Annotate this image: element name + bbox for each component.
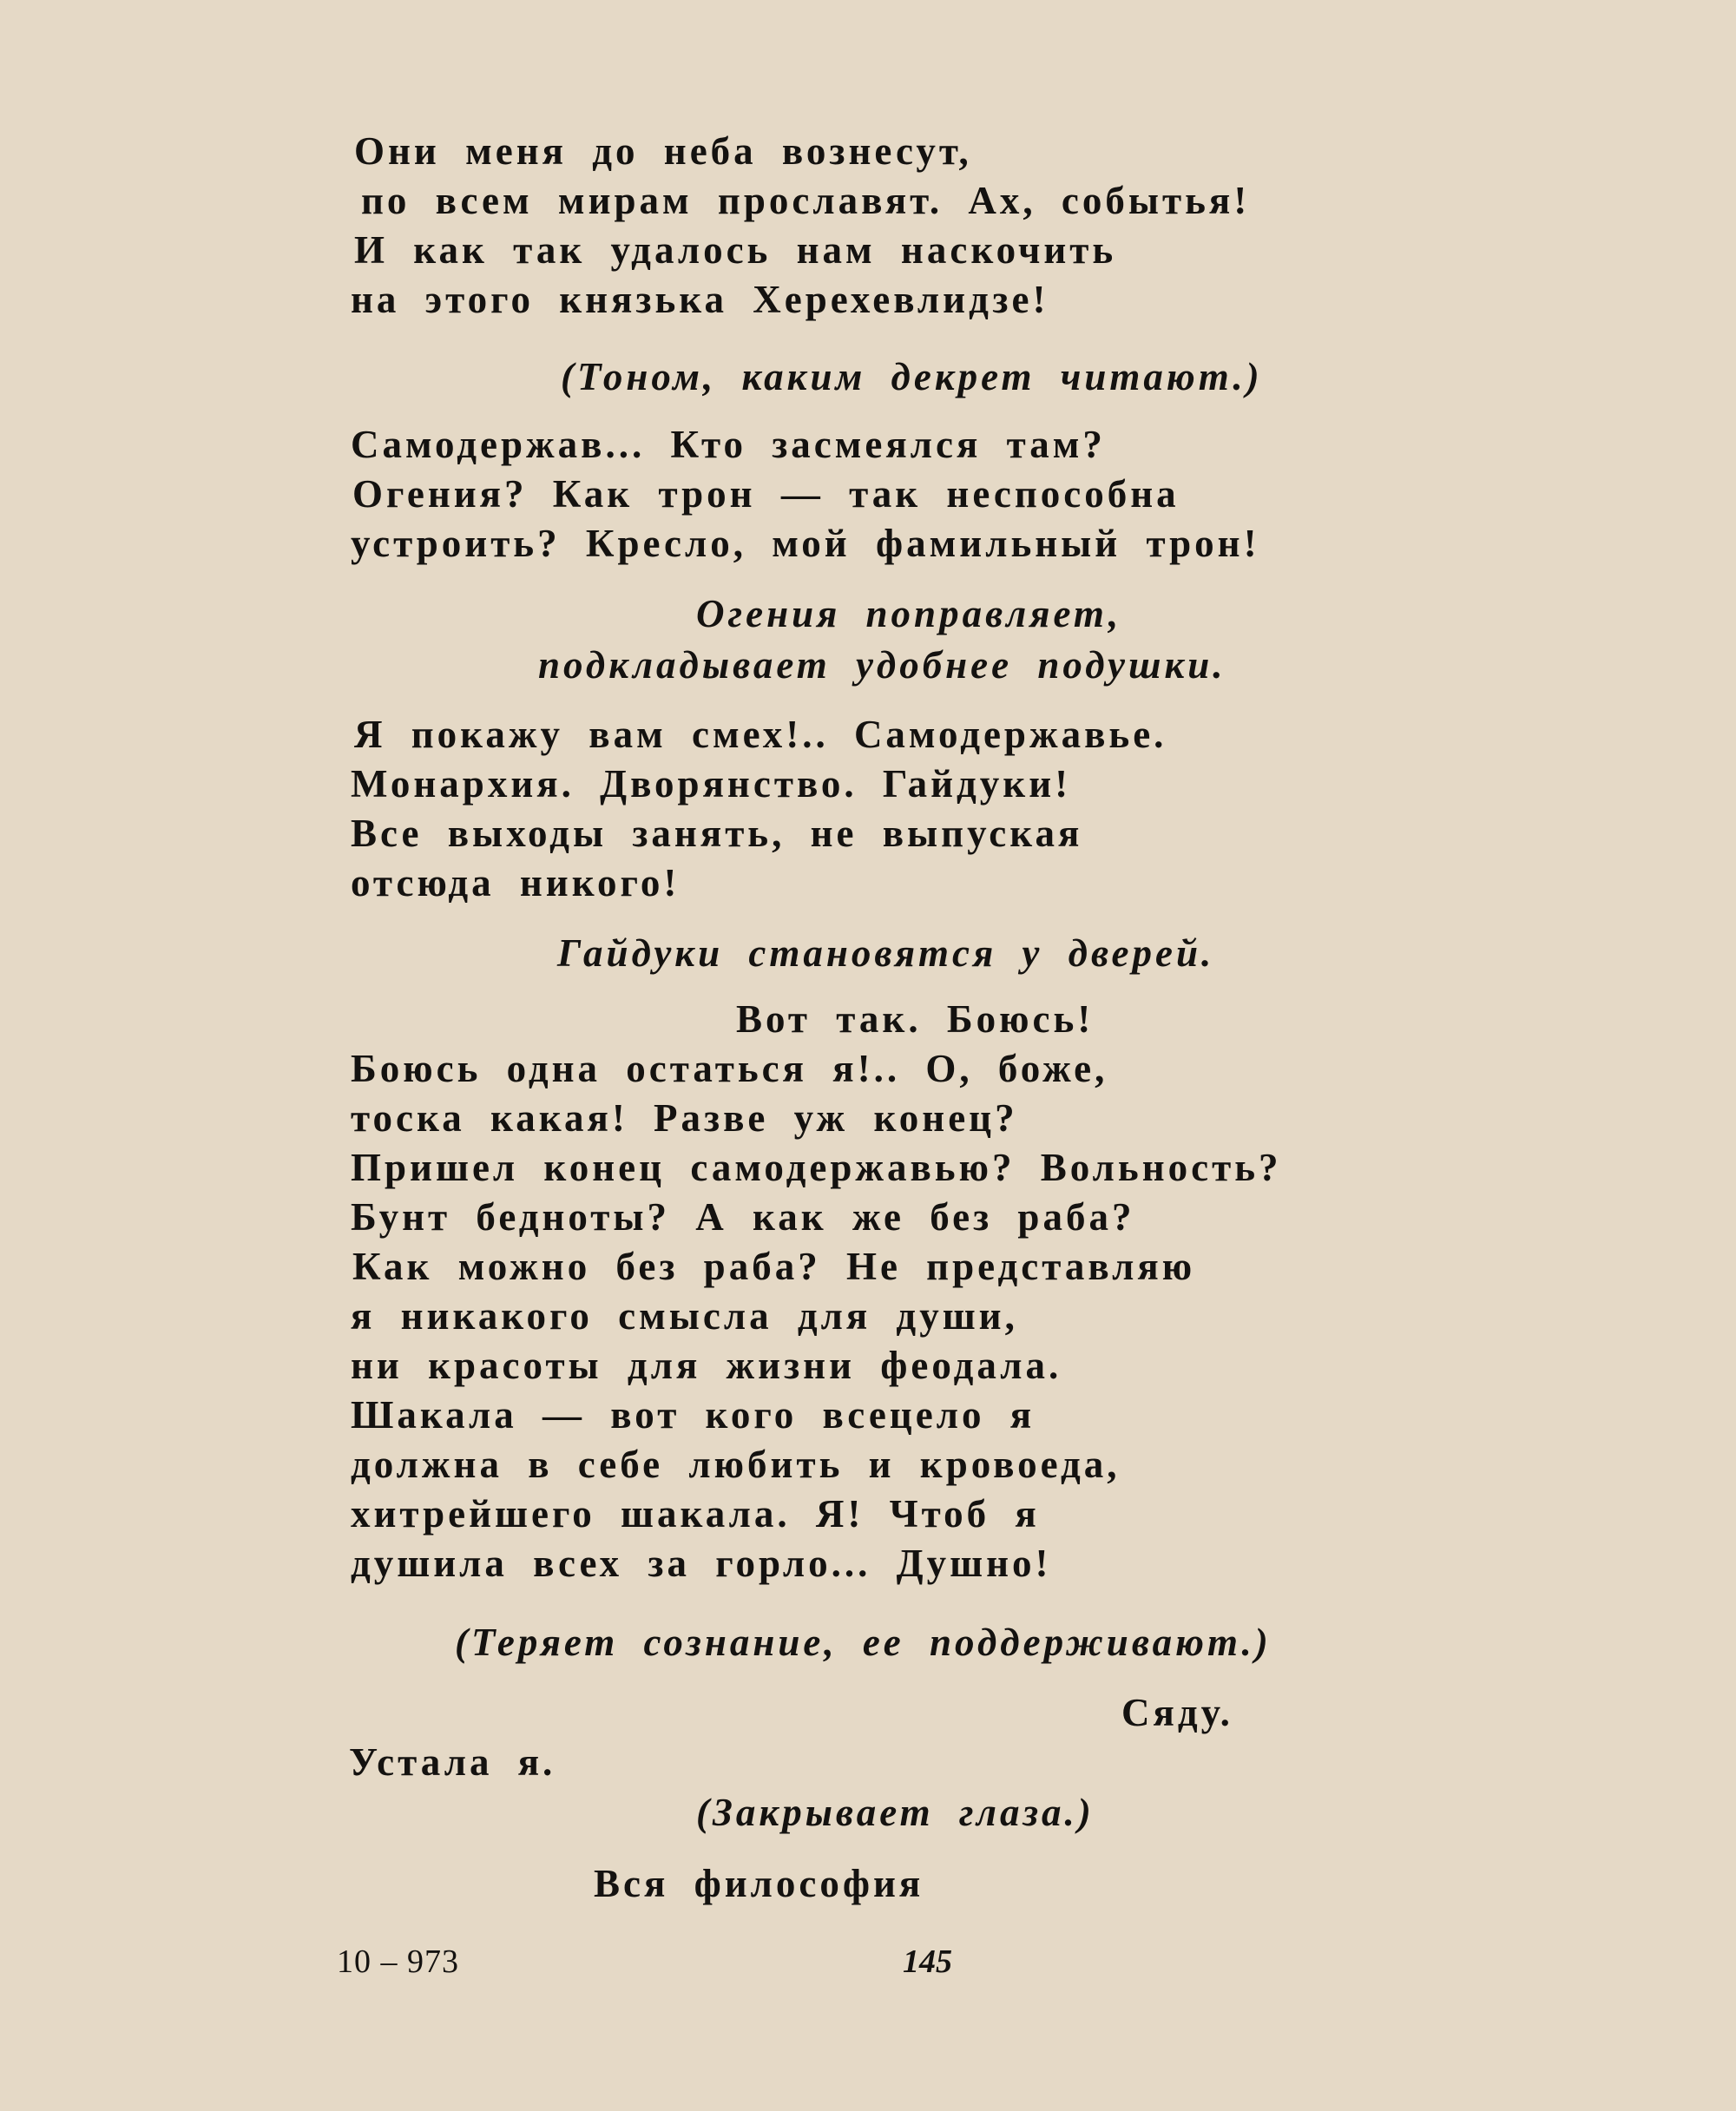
stage-direction: Гайдуки становятся у дверей. — [557, 931, 1215, 975]
verse-line: должна в себе любить и кровоеда, — [351, 1443, 1121, 1486]
verse-line: на этого князька Херехевлидзе! — [351, 278, 1049, 321]
verse-line: душила всех за горло... Душно! — [351, 1542, 1052, 1585]
verse-line: Все выходы занять, не выпуская — [351, 812, 1083, 855]
verse-line: Устала я. — [349, 1740, 556, 1784]
stage-direction: (Теряет сознание, ее поддерживают.) — [455, 1621, 1272, 1664]
stage-direction: Огения поправляет, — [696, 592, 1122, 635]
verse-line: отсюда никого! — [351, 861, 681, 904]
verse-line: Огения? Как трон — так неспособна — [352, 472, 1180, 516]
verse-line: Они меня до неба вознесут, — [354, 129, 972, 173]
stage-direction: (Закрывает глаза.) — [696, 1791, 1095, 1834]
verse-line: по всем мирам прославят. Ах, событья! — [361, 179, 1251, 222]
verse-line: Монархия. Дворянство. Гайдуки! — [351, 762, 1072, 806]
verse-line: Боюсь одна остаться я!.. О, боже, — [351, 1047, 1108, 1090]
verse-line: Я покажу вам смех!.. Самодержавье. — [354, 713, 1167, 756]
page-number: 145 — [903, 1943, 952, 1980]
verse-line: Вот так. Боюсь! — [736, 997, 1095, 1041]
verse-line: Как можно без раба? Не представляю — [352, 1245, 1196, 1288]
verse-line: ни красоты для жизни феодала. — [351, 1344, 1062, 1387]
verse-line: Пришел конец самодержавью? Вольность? — [351, 1146, 1282, 1189]
verse-line: устроить? Кресло, мой фамильный трон! — [351, 522, 1260, 565]
verse-line: И как так удалось нам наскочить — [354, 228, 1117, 272]
verse-line: хитрейшего шакала. Я! Чтоб я — [351, 1492, 1040, 1536]
verse-line: Шакала — вот кого всецело я — [351, 1393, 1036, 1437]
verse-line: Вся философия — [594, 1862, 924, 1905]
verse-line: тоска какая! Разве уж конец? — [351, 1096, 1018, 1140]
verse-line: я никакого смысла для души, — [351, 1294, 1018, 1338]
verse-line: Самодержав... Кто засмеялся там? — [351, 423, 1106, 466]
printer-signature: 10 – 973 — [337, 1943, 459, 1980]
stage-direction: подкладывает удобнее подушки. — [538, 643, 1226, 687]
verse-line: Сяду. — [1121, 1691, 1233, 1734]
stage-direction: (Тоном, каким декрет читают.) — [561, 355, 1263, 398]
verse-line: Бунт бедноты? А как же без раба? — [351, 1195, 1135, 1239]
